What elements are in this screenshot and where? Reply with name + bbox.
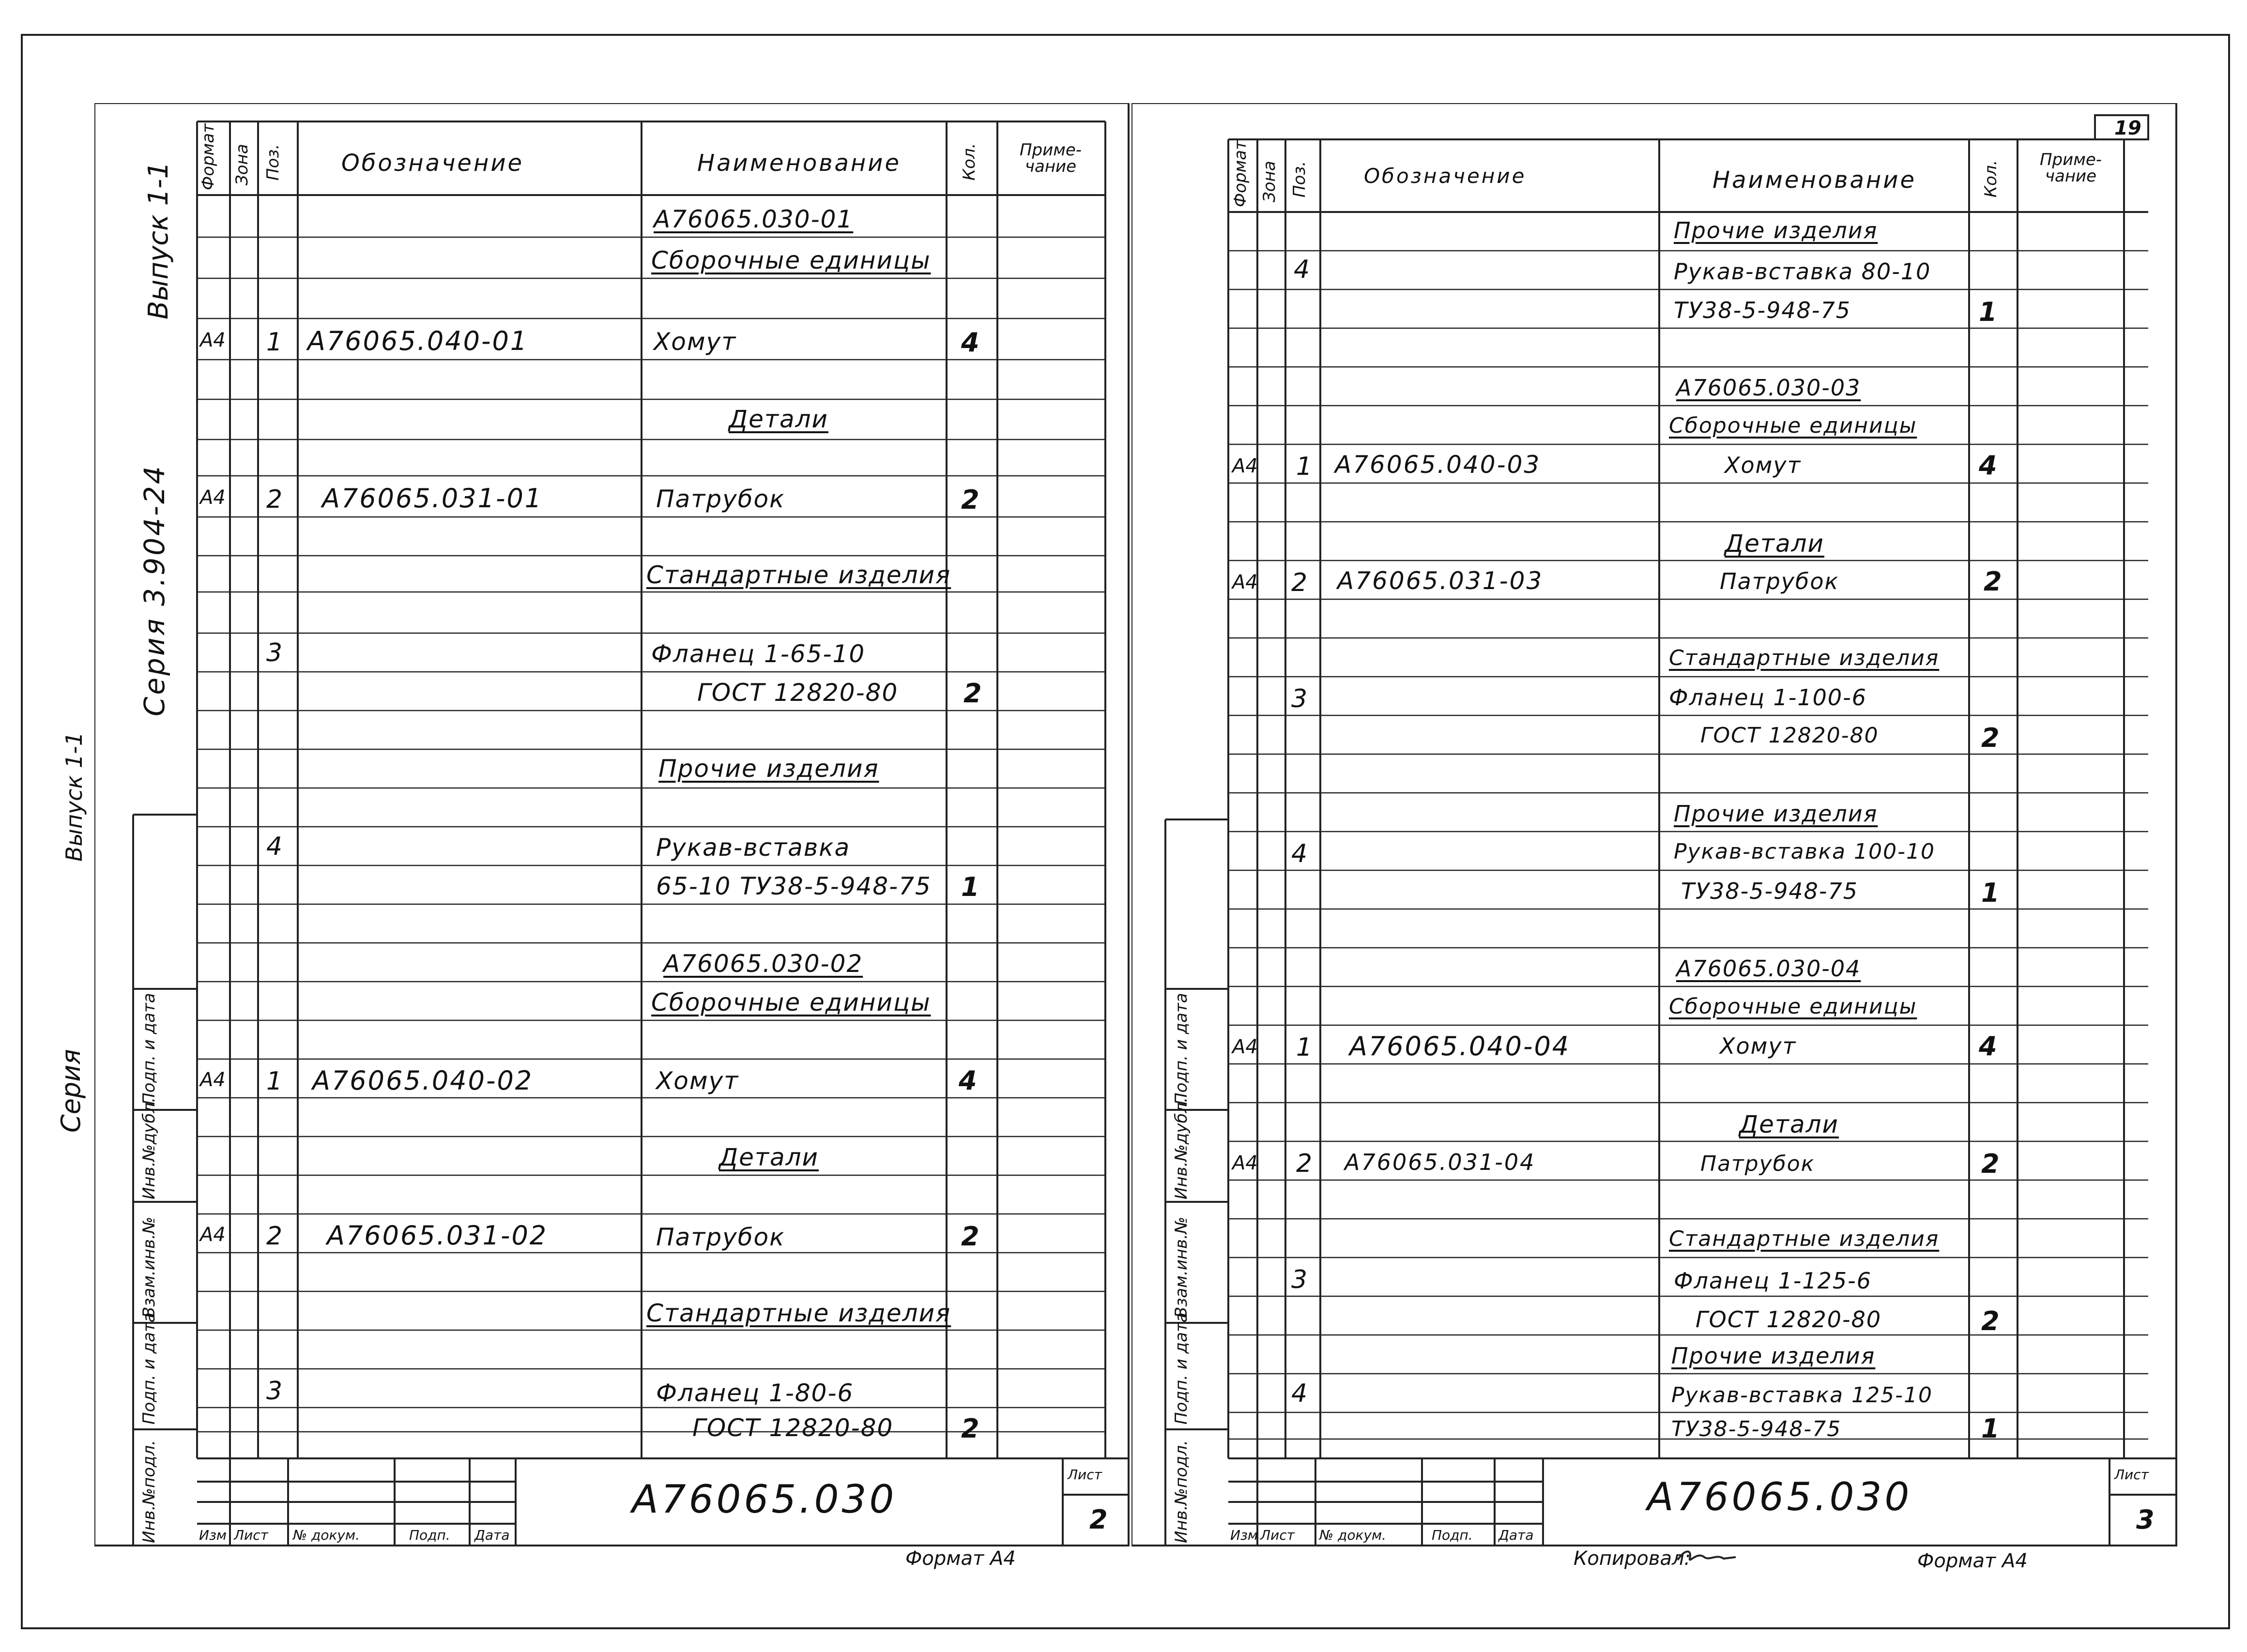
row-position: 2 — [1296, 1149, 1313, 1178]
row-name-line2: ГОСТ 12820-80 — [1696, 1306, 1882, 1333]
row-format: А4 — [200, 1069, 226, 1091]
stamp-izm: Изм — [199, 1527, 227, 1543]
sheet-label: Лист — [1068, 1467, 1102, 1483]
row-quantity: 2 — [1981, 723, 2000, 753]
copied-by-label: Копировал: — [1574, 1547, 1691, 1570]
row-quantity: 2 — [963, 678, 982, 709]
row-name: Фланец 1-65-10 — [651, 640, 866, 668]
row-format: А4 — [200, 1224, 226, 1246]
row-designation: А76065.040-02 — [312, 1065, 534, 1096]
document-code: А76065.030 — [632, 1477, 897, 1522]
group-heading: А76065.030-01 — [654, 205, 854, 233]
row-name: Патрубок — [1700, 1152, 1815, 1176]
row-name-line2: ГОСТ 12820-80 — [692, 1414, 894, 1442]
row-name: Патрубок — [656, 1223, 785, 1251]
stamp-ndok: № докум. — [1319, 1527, 1387, 1543]
left-sheet-grid — [94, 103, 1130, 1546]
row-designation: А76065.031-02 — [327, 1220, 548, 1251]
row-name: Патрубок — [1720, 568, 1839, 594]
row-quantity: 1 — [1981, 878, 2000, 908]
row-name-line2: ГОСТ 12820-80 — [1700, 723, 1879, 748]
group-heading: Прочие изделия — [1674, 801, 1878, 827]
stamp-podp-data: Подп. и дата — [1172, 1312, 1191, 1425]
row-position: 4 — [1291, 1379, 1308, 1408]
row-quantity: 2 — [1984, 566, 2002, 597]
stamp-vzam-inv: Взам.инв.№ — [139, 1216, 159, 1318]
row-position: 2 — [266, 1222, 283, 1251]
sheet-label: Лист — [2114, 1467, 2149, 1483]
col-zona-header: Зона — [1260, 161, 1279, 202]
stamp-podp: Подп. — [1432, 1527, 1473, 1543]
stamp-podp-data-2: Подп. и дата — [139, 993, 159, 1105]
group-heading: Детали — [729, 405, 829, 433]
row-name: Фланец 1-100-6 — [1669, 684, 1867, 711]
left-sheet — [94, 103, 1130, 1546]
row-name: Хомут — [1725, 452, 1802, 478]
row-name-line2: ГОСТ 12820-80 — [697, 679, 899, 707]
group-heading: Стандартные изделия — [1669, 646, 1940, 670]
col-oboznachenie-header: Обозначение — [1364, 164, 1527, 188]
col-naimenovanie-header: Наименование — [697, 150, 902, 177]
group-heading: Прочие изделия — [1674, 217, 1878, 243]
col-poz-header: Поз. — [1290, 161, 1309, 197]
row-position: 1 — [1296, 452, 1313, 481]
group-heading: Сборочные единицы — [1669, 413, 1917, 438]
row-position: 2 — [1291, 568, 1308, 597]
stamp-inv-podl: Инв.№подл. — [139, 1440, 159, 1543]
stamp-ndok: № докум. — [293, 1527, 360, 1543]
row-name: Фланец 1-80-6 — [656, 1379, 854, 1407]
row-designation: А76065.031-01 — [322, 483, 543, 514]
right-sheet — [1131, 103, 2177, 1546]
row-format: А4 — [1232, 1036, 1258, 1058]
col-primechanie-header: Приме-чание — [2039, 150, 2102, 186]
row-name-line2: ТУ38-5-948-75 — [1674, 297, 1851, 323]
row-designation: А76065.040-01 — [307, 326, 529, 356]
row-quantity: 2 — [961, 1413, 979, 1444]
row-quantity: 1 — [1979, 297, 1997, 327]
stamp-podp-data: Подп. и дата — [139, 1312, 159, 1425]
row-position: 2 — [266, 485, 283, 514]
row-position: 4 — [266, 832, 283, 861]
row-quantity: 4 — [1979, 450, 1997, 481]
row-name-line2: ТУ38-5-948-75 — [1671, 1417, 1842, 1441]
row-designation: А76065.031-04 — [1345, 1149, 1536, 1175]
stamp-list: Лист — [234, 1527, 268, 1543]
margin-vypusk-inner: Выпуск 1-1 — [143, 161, 174, 319]
col-kol-header: Кол. — [960, 143, 979, 181]
stamp-inv-podl: Инв.№подл. — [1172, 1440, 1191, 1543]
row-name-line2: ТУ38-5-948-75 — [1681, 878, 1859, 904]
right-format-label: Формат А4 — [1917, 1550, 2028, 1572]
group-heading: Прочие изделия — [1671, 1343, 1876, 1369]
row-quantity: 1 — [1981, 1413, 2000, 1444]
row-quantity: 4 — [1979, 1031, 1997, 1061]
col-kol-header: Кол. — [1981, 160, 2001, 197]
col-naimenovanie-header: Наименование — [1712, 167, 1917, 194]
col-oboznachenie-header: Обозначение — [341, 150, 524, 177]
row-designation: А76065.040-03 — [1335, 451, 1541, 479]
row-quantity: 2 — [961, 1221, 979, 1252]
row-position: 4 — [1291, 839, 1308, 868]
row-position: 4 — [1294, 255, 1310, 284]
row-quantity: 4 — [961, 327, 979, 358]
stamp-izm: Изм — [1230, 1527, 1258, 1543]
row-position: 1 — [266, 1067, 283, 1096]
group-heading: Стандартные изделия — [646, 1299, 951, 1327]
document-code: А76065.030 — [1647, 1474, 1912, 1519]
margin-seriya-outer: Серия — [56, 1049, 86, 1133]
group-heading: Сборочные единицы — [1669, 994, 1917, 1019]
stamp-data: Дата — [1498, 1527, 1534, 1543]
col-format-header: Формат — [1231, 140, 1250, 207]
row-format: А4 — [200, 329, 226, 351]
row-quantity: 1 — [961, 872, 979, 902]
row-name: Хомут — [1720, 1033, 1797, 1059]
group-heading: Стандартные изделия — [1669, 1227, 1940, 1251]
row-format: А4 — [1232, 1152, 1258, 1174]
stamp-list: Лист — [1260, 1527, 1295, 1543]
stamp-data: Дата — [474, 1527, 510, 1543]
row-name: Фланец 1-125-6 — [1674, 1268, 1872, 1294]
col-primechanie-header: Приме-чание — [1019, 140, 1082, 176]
row-name: Рукав-вставка 125-10 — [1671, 1383, 1933, 1408]
row-position: 1 — [1296, 1033, 1313, 1062]
row-position: 3 — [1291, 1265, 1308, 1294]
group-heading: Детали — [1725, 530, 1825, 558]
row-format: А4 — [1232, 455, 1258, 477]
group-heading: Стандартные изделия — [646, 561, 951, 589]
stamp-vzam-inv: Взам.инв.№ — [1172, 1216, 1191, 1318]
row-name: Хомут — [654, 328, 737, 356]
row-format: А4 — [1232, 571, 1258, 593]
row-name-line2: 65-10 ТУ38-5-948-75 — [656, 872, 932, 900]
margin-seriya-inner: Серия 3.904-24 — [138, 464, 171, 716]
page-number: 19 — [2114, 117, 2141, 139]
row-name: Рукав-вставка 80-10 — [1674, 258, 1931, 285]
col-poz-header: Поз. — [263, 144, 283, 181]
sheet-number: 3 — [2136, 1504, 2155, 1535]
row-designation: А76065.031-03 — [1337, 567, 1544, 595]
sheet-number: 2 — [1089, 1504, 1108, 1535]
row-position: 1 — [266, 328, 283, 357]
group-heading: А76065.030-04 — [1676, 955, 1861, 982]
stamp-inv-dubl: Инв.№дубл. — [1172, 1097, 1191, 1199]
stamp-podp: Подп. — [409, 1527, 450, 1543]
group-heading: А76065.030-03 — [1676, 375, 1861, 401]
row-name: Патрубок — [656, 485, 785, 513]
row-name: Рукав-вставка — [656, 834, 851, 862]
copied-by-signature — [1675, 1546, 1738, 1566]
row-designation: А76065.040-04 — [1349, 1031, 1571, 1061]
stamp-podp-data-2: Подп. и дата — [1172, 993, 1191, 1105]
left-format-label: Формат А4 — [905, 1547, 1016, 1570]
group-heading: Сборочные единицы — [651, 246, 931, 274]
row-quantity: 4 — [959, 1065, 977, 1096]
group-heading: А76065.030-02 — [663, 950, 863, 978]
group-heading: Детали — [719, 1143, 819, 1171]
row-name: Хомут — [656, 1067, 739, 1095]
row-format: А4 — [200, 486, 226, 509]
row-position: 3 — [266, 638, 283, 667]
row-position: 3 — [1291, 684, 1308, 713]
stamp-inv-dubl: Инв.№дубл. — [139, 1097, 159, 1199]
margin-vypusk-outer: Выпуск 1-1 — [61, 731, 87, 862]
row-quantity: 2 — [1981, 1306, 2000, 1336]
col-format-header: Формат — [199, 123, 218, 190]
group-heading: Детали — [1739, 1110, 1839, 1138]
col-zona-header: Зона — [232, 144, 252, 185]
row-name: Рукав-вставка 100-10 — [1674, 839, 1935, 864]
group-heading: Сборочные единицы — [651, 988, 931, 1016]
row-quantity: 2 — [1981, 1149, 2000, 1179]
row-quantity: 2 — [961, 485, 979, 515]
row-position: 3 — [266, 1377, 283, 1406]
right-sheet-grid — [1131, 103, 2177, 1546]
group-heading: Прочие изделия — [658, 755, 879, 783]
